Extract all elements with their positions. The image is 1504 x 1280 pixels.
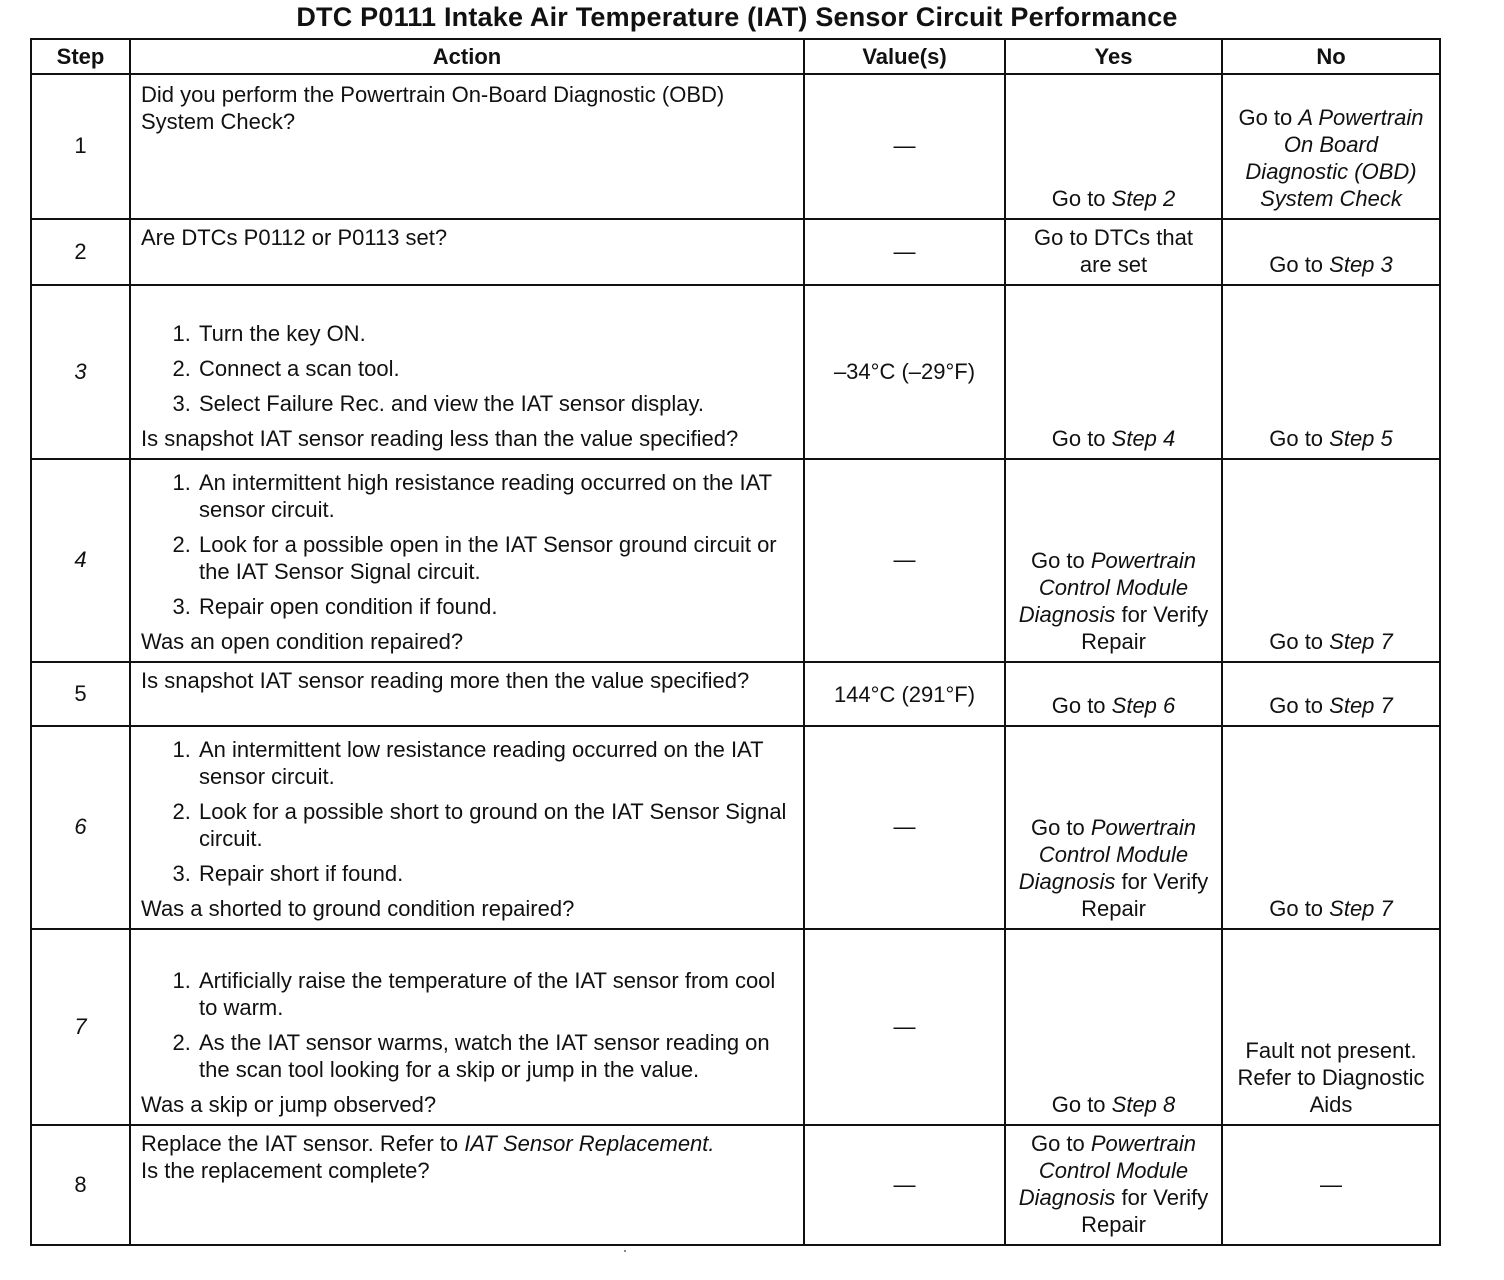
- table-row: [31, 459, 1440, 662]
- no-cell: Go to A Powertrain On Board Diagnostic (OBD) System Check: [1222, 74, 1440, 219]
- action-step: 3. Repair open condition if found.: [197, 593, 793, 620]
- action-step: 2. Connect a scan tool.: [197, 355, 793, 382]
- table-row: [31, 219, 1440, 285]
- yes-cell: Go to Powertrain Control Module Diagnosis for Verify Repair: [1005, 459, 1222, 662]
- value-cell: —: [804, 1125, 1005, 1245]
- step-number: 1: [31, 74, 130, 219]
- no-cell: Go to Step 3: [1222, 219, 1440, 285]
- step-number: 6: [31, 726, 130, 929]
- action-step: 2. As the IAT sensor warms, watch the IAT sensor reading on the scan tool looking for a skip or jump in the value.: [197, 1029, 793, 1083]
- action-question: Was an open condition repaired?: [141, 629, 464, 654]
- header-no: No: [1222, 39, 1440, 74]
- action-steps: [141, 469, 793, 620]
- yes-cell: Go to Step 4: [1005, 285, 1222, 459]
- yes-cell: Go to Powertrain Control Module Diagnosis for Verify Repair: [1005, 726, 1222, 929]
- step-number: 5: [31, 662, 130, 726]
- no-cell: Go to Step 5: [1222, 285, 1440, 459]
- action-question: Was a shorted to ground condition repaired?: [141, 896, 575, 921]
- table-row: [31, 929, 1440, 1125]
- table-row: [31, 1125, 1440, 1245]
- no-cell: Fault not present. Refer to Diagnostic Aids: [1222, 929, 1440, 1125]
- header-yes: Yes: [1005, 39, 1222, 74]
- header-row: [31, 39, 1440, 74]
- action-step: 2. Look for a possible open in the IAT Sensor ground circuit or the IAT Sensor Signal circuit.: [197, 531, 793, 585]
- action-question: Is snapshot IAT sensor reading less than the value specified?: [141, 426, 739, 451]
- action-cell: [130, 662, 804, 726]
- page-title: DTC P0111 Intake Air Temperature (IAT) Sensor Circuit Performance: [296, 2, 1178, 32]
- yes-cell: Go to Powertrain Control Module Diagnosis for Verify Repair: [1005, 1125, 1222, 1245]
- table-row: [31, 74, 1440, 219]
- value-cell: —: [804, 726, 1005, 929]
- action-step: 1. An intermittent low resistance reading occurred on the IAT sensor circuit.: [197, 736, 793, 790]
- action-step: 3. Select Failure Rec. and view the IAT sensor display.: [197, 390, 793, 417]
- no-cell: —: [1222, 1125, 1440, 1245]
- step-number: 2: [31, 219, 130, 285]
- action-cell: [130, 726, 804, 929]
- no-cell: Go to Step 7: [1222, 459, 1440, 662]
- action-step: 3. Repair short if found.: [197, 860, 793, 887]
- step-number: 4: [31, 459, 130, 662]
- scan-speck: [624, 1250, 626, 1252]
- action-cell: [130, 219, 804, 285]
- action-step: 2. Look for a possible short to ground on the IAT Sensor Signal circuit.: [197, 798, 793, 852]
- value-cell: —: [804, 459, 1005, 662]
- no-cell: Go to Step 7: [1222, 662, 1440, 726]
- value-cell: 144°C (291°F): [804, 662, 1005, 726]
- action-instruction: Replace the IAT sensor. Refer to IAT Sensor Replacement.: [141, 1131, 715, 1156]
- diagnostic-table: [30, 38, 1441, 1246]
- action-question: Are DTCs P0112 or P0113 set?: [141, 225, 448, 250]
- table-row: [31, 726, 1440, 929]
- table-row: [31, 662, 1440, 726]
- step-number: 8: [31, 1125, 130, 1245]
- header-action: Action: [130, 39, 804, 74]
- action-cell: [130, 285, 804, 459]
- yes-cell: Go to Step 6: [1005, 662, 1222, 726]
- step-number: 3: [31, 285, 130, 459]
- no-cell: Go to Step 7: [1222, 726, 1440, 929]
- action-step: 1. An intermittent high resistance reading occurred on the IAT sensor circuit.: [197, 469, 793, 523]
- table-row: [31, 285, 1440, 459]
- action-steps: [141, 736, 793, 887]
- value-cell: —: [804, 74, 1005, 219]
- yes-cell: Go to Step 8: [1005, 929, 1222, 1125]
- value-cell: —: [804, 929, 1005, 1125]
- action-question: Is the replacement complete?: [141, 1158, 430, 1183]
- action-cell: [130, 74, 804, 219]
- yes-cell: Go to Step 2: [1005, 74, 1222, 219]
- action-cell: [130, 929, 804, 1125]
- header-step: Step: [31, 39, 130, 74]
- yes-cell: Go to DTCs that are set: [1005, 219, 1222, 285]
- action-steps: [141, 320, 793, 417]
- action-cell: [130, 1125, 804, 1245]
- header-values: Value(s): [804, 39, 1005, 74]
- action-cell: [130, 459, 804, 662]
- step-number: 7: [31, 929, 130, 1125]
- action-step: 1. Turn the key ON.: [197, 320, 793, 347]
- action-steps: [141, 967, 793, 1083]
- value-cell: —: [804, 219, 1005, 285]
- action-question: Did you perform the Powertrain On-Board Diagnostic (OBD) System Check?: [141, 82, 725, 134]
- action-question: Was a skip or jump observed?: [141, 1092, 437, 1117]
- value-cell: –34°C (–29°F): [804, 285, 1005, 459]
- action-question: Is snapshot IAT sensor reading more then the value specified?: [141, 668, 750, 693]
- action-step: 1. Artificially raise the temperature of the IAT sensor from cool to warm.: [197, 967, 793, 1021]
